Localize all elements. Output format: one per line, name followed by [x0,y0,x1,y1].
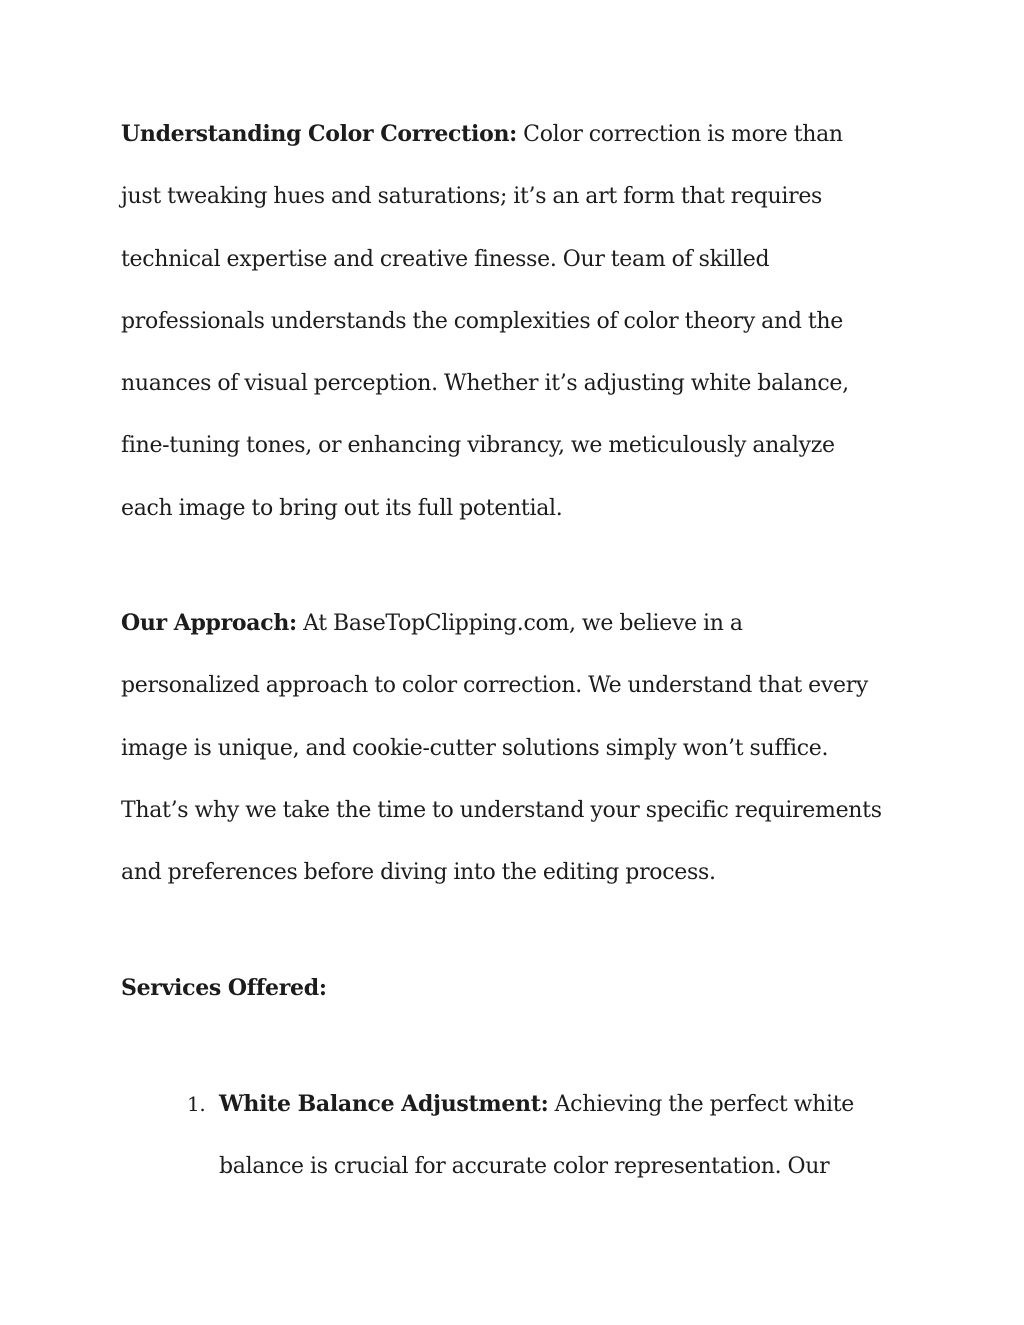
understanding-color-correction-paragraph [121,103,849,540]
section-heading: Services Offered: [121,975,327,1001]
paragraph-line: fine-tuning tones, or enhancing vibrancy, we meticulously analyze [121,433,835,459]
paragraph-line: nuances of visual perception. Whether it’s adjusting white balance, [121,371,849,397]
service-title: White Balance Adjustment: [219,1091,549,1117]
paragraph-line: just tweaking hues and saturations; it’s an art form that requires [121,184,823,210]
list-item-line: White Balance Adjustment: Achieving the perfect white [219,1091,854,1117]
list-item-line: balance is crucial for accurate color representation. Our [219,1154,830,1180]
paragraph-line: professionals understands the complexities of color theory and the [121,308,843,334]
paragraph-line: Understanding Color Correction: Color correction is more than [121,121,843,147]
paragraph-line: personalized approach to color correction. We understand that every [121,673,869,699]
paragraph-line: Our Approach: At BaseTopClipping.com, we believe in a [121,610,743,636]
list-item-text [219,1073,854,1199]
section-heading: Our Approach: [121,610,297,636]
paragraph-line: That’s why we take the time to understand your specific requirements [121,797,882,823]
services-offered-heading-paragraph [121,957,327,1020]
our-approach-paragraph [121,592,882,904]
paragraph-line: and preferences before diving into the editing process. [121,860,716,886]
section-heading: Understanding Color Correction: [121,121,517,147]
paragraph-line [121,957,327,1020]
paragraph-line: technical expertise and creative finesse. Our team of skilled [121,246,770,272]
paragraph-line: each image to bring out its full potential. [121,495,563,521]
paragraph-line: image is unique, and cookie-cutter solutions simply won’t suffice. [121,735,829,761]
list-number: 1. [187,1092,206,1116]
